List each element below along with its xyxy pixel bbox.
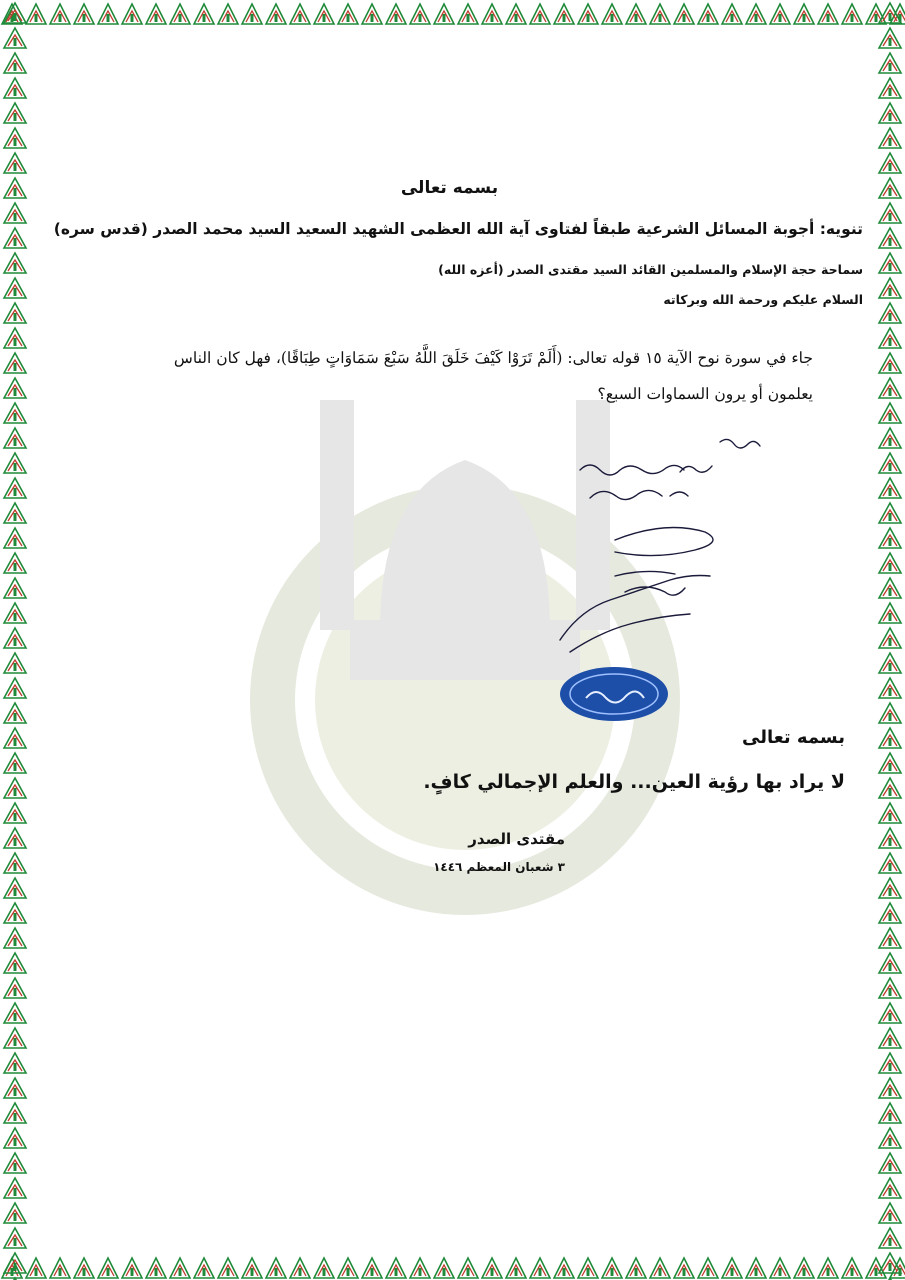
answer-title: بسمه تعالى [742, 727, 845, 748]
answer-date: ٣ شعبان المعظم ١٤٤٦ [433, 860, 565, 874]
blue-seal-icon [558, 666, 670, 722]
left-border [0, 0, 30, 1280]
addressee-line: سماحة حجة الإسلام والمسلمين القائد السيد مقتدى الصدر (أعزه الله) [438, 262, 863, 277]
greeting-line: السلام عليكم ورحمة الله وبركاته [663, 292, 863, 307]
handwritten-answer-signature [520, 430, 780, 670]
basmala-heading: بسمه تعالى [400, 178, 499, 198]
question-text: جاء في سورة نوح الآية ١٥ قوله تعالى: (أَلَمْ تَرَوْا كَيْفَ خَلَقَ اللَّهُ سَبْعَ سَمَاوَاتٍ طِبَاقًا)، فهل كان الناس يعلمون أو يرون السماوات السبع؟ [173, 349, 813, 403]
signer-name: مقتدى الصدر [468, 830, 565, 848]
notice-line: تنويه: أجوبة المسائل الشرعية طبقاً لفتاوى آية الله العظمى الشهيد السعيد السيد محمد الصدر (قدس سره) [53, 220, 863, 238]
answer-text: لا يراد بها رؤية العين... والعلم الإجمالي كافٍ. [423, 771, 845, 793]
right-border [875, 0, 905, 1280]
